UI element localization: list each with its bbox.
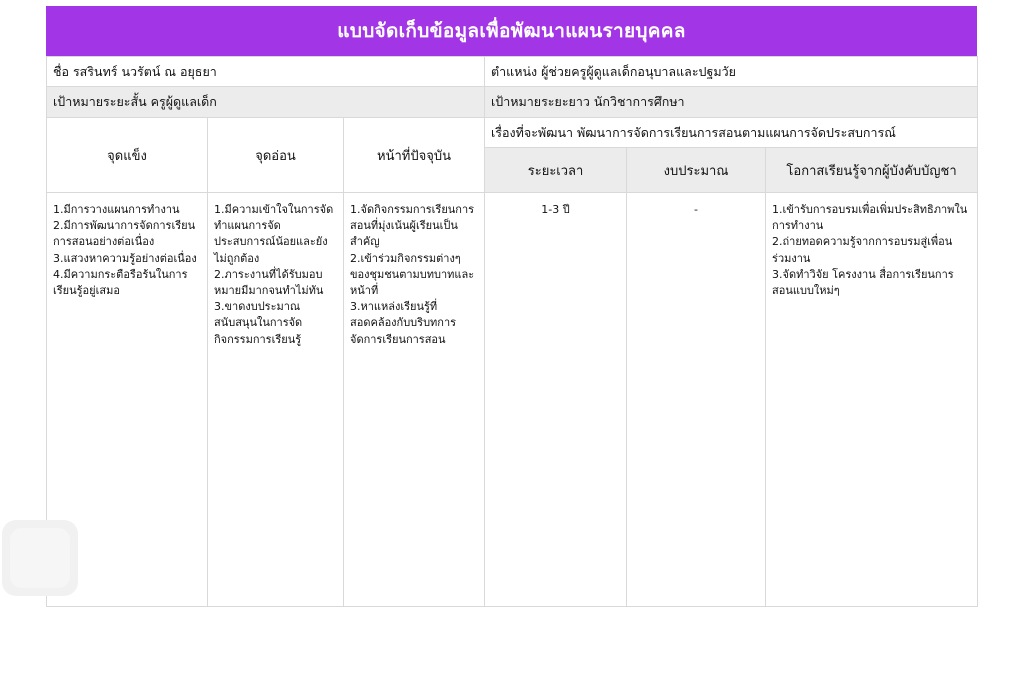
opportunity-item: 1.เข้ารับการอบรมเพื่อเพิ่มประสิทธิภาพในการทำงาน bbox=[772, 203, 968, 233]
form-title: แบบจัดเก็บข้อมูลเพื่อพัฒนาแผนรายบุคคล bbox=[46, 6, 977, 56]
weakness-item: 1.มีความเข้าใจในการจัดทำแผนการจัดประสบการณ์น้อยและยังไม่ถูกต้อง bbox=[214, 203, 334, 265]
plan-table bbox=[46, 56, 978, 607]
content-row bbox=[47, 193, 978, 607]
opportunity-item: 3.จัดทำวิจัย โครงงาน สื่อการเรียนการสอนแบบใหม่ๆ bbox=[772, 267, 954, 298]
duty-item: 1.จัดกิจกรรมการเรียนการสอนที่มุ่งเน้นผู้เรียนเป็นสำคัญ bbox=[350, 203, 475, 249]
header-row-top bbox=[47, 118, 978, 148]
strength-item: 2.มีการพัฒนาการจัดการเรียนการสอนอย่างต่อเนื่อง bbox=[53, 219, 196, 249]
long-goal-field: เป้าหมายระยะยาว นักวิชาการศึกษา bbox=[485, 87, 978, 118]
duration-value: 1-3 ปี bbox=[541, 203, 570, 216]
weakness-item: 2.ภาระงานที่ได้รับมอบหมายมีมากจนทำไม่ทัน bbox=[214, 267, 324, 298]
strengths-header: จุดแข็ง bbox=[47, 118, 208, 193]
position-field: ตำแหน่ง ผู้ช่วยครูผู้ดูแลเด็กอนุบาลและปฐมวัย bbox=[485, 57, 978, 87]
opportunity-item: 2.ถ่ายทอดความรู้จากการอบรมสู่เพื่อนร่วมงาน bbox=[772, 235, 953, 265]
opportunity-header: โอกาสเรียนรู้จากผู้บังคับบัญชา bbox=[766, 148, 978, 193]
weaknesses-header: จุดอ่อน bbox=[208, 118, 344, 193]
duration-header: ระยะเวลา bbox=[485, 148, 627, 193]
current-duty-cell bbox=[344, 193, 485, 607]
weakness-item: 3.ขาดงบประมาณสนับสนุนในการจัดกิจกรรมการเรียนรู้ bbox=[214, 300, 303, 346]
duration-cell bbox=[485, 193, 627, 607]
strength-item: 4.มีความกระตือรือร้นในการเรียนรู้อยู่เสมอ bbox=[53, 267, 188, 298]
budget-value: - bbox=[694, 203, 699, 216]
floating-button-inner bbox=[10, 528, 70, 588]
development-plan-form bbox=[46, 6, 977, 607]
floating-button[interactable] bbox=[2, 520, 78, 596]
opportunity-cell bbox=[766, 193, 978, 607]
goal-row bbox=[47, 87, 978, 118]
strength-item: 3.แสวงหาความรู้อย่างต่อเนื่อง bbox=[53, 251, 197, 265]
current-duty-header: หน้าที่ปัจจุบัน bbox=[344, 118, 485, 193]
info-row bbox=[47, 57, 978, 87]
budget-header: งบประมาณ bbox=[627, 148, 766, 193]
name-field: ชื่อ รสรินทร์ นวรัตน์ ณ อยุธยา bbox=[47, 57, 485, 87]
topic-header: เรื่องที่จะพัฒนา พัฒนาการจัดการเรียนการสอนตามแผนการจัดประสบการณ์ bbox=[485, 118, 978, 148]
duty-item: 2.เข้าร่วมกิจกรรมต่างๆของชุมชนตามบทบาทและหน้าที่ bbox=[350, 251, 475, 298]
short-goal-field: เป้าหมายระยะสั้น ครูผู้ดูแลเด็ก bbox=[47, 87, 485, 118]
strength-item: 1.มีการวางแผนการทำงาน bbox=[53, 203, 180, 216]
weaknesses-cell bbox=[208, 193, 344, 607]
duty-item: 3.หาแหล่งเรียนรู้ที่สอดคล้องกับบริบทการจัดการเรียนการสอน bbox=[350, 300, 457, 346]
budget-cell bbox=[627, 193, 766, 607]
